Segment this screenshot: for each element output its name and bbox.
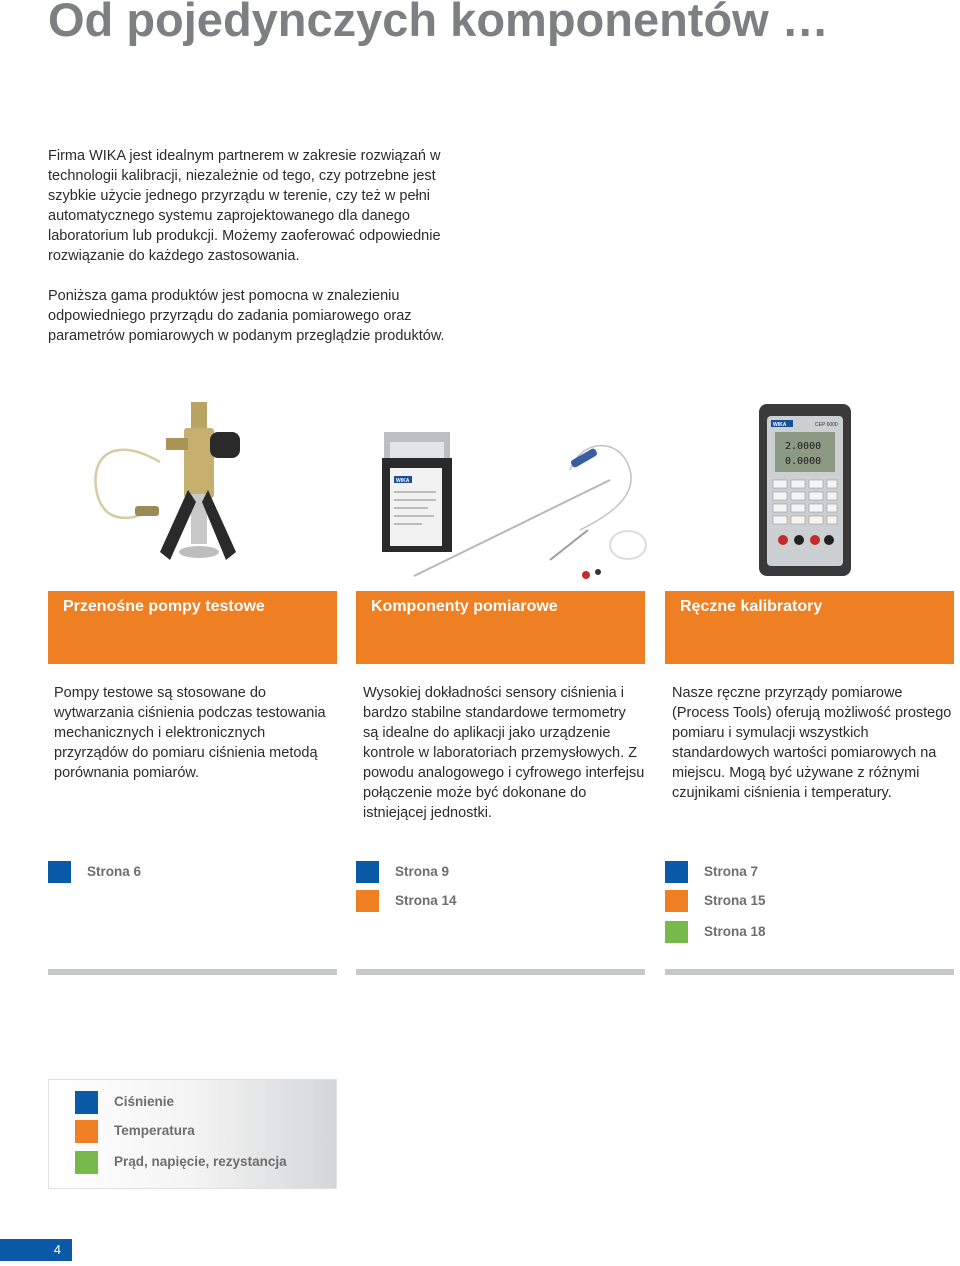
legend-label: Prąd, napięcie, rezystancja xyxy=(114,1154,287,1169)
calibrator-reading-2: 0.0000 xyxy=(785,456,822,467)
column-text-calibrators: Nasze ręczne przyrządy pomiarowe (Process Tools) oferują możliwość prostego pomiaru i symulacji wszystkich standardowych wartości pomiarowych na miejscu. Mogą być używane z różnymi czujnikami ciśnienia i temperatury. xyxy=(672,685,952,801)
page-ref-label: Strona 14 xyxy=(395,893,457,908)
color-legend xyxy=(48,1079,337,1189)
calibrator-brand-label: WIKA xyxy=(773,422,787,428)
module-brand-label: WIKA xyxy=(396,478,410,484)
column-heading-calibrators xyxy=(665,591,954,664)
test-pump-image xyxy=(88,402,288,582)
intro-paragraph-1: Firma WIKA jest idealnym partnerem w zakresie rozwiązań w technologii kalibracji, niezależnie od tego, czy potrzebne jest szybkie użycie jednego przyrządu w terenie, czy też w pełni automatycznego systemu zaprojektowanego dla danego laboratorium lub produkcji. Możemy zaoferować odpowiednie rozwiązanie do każdego zastosowania. xyxy=(48,148,441,264)
column-heading-components xyxy=(356,591,645,664)
intro-paragraph-2: Poniższa gama produktów jest pomocna w znalezieniu odpowiedniego przyrządu do zadania pomiarowego oraz parametrów pomiarowych w podanym przeglądzie produktów. xyxy=(48,288,445,344)
temperature-color-marker xyxy=(356,890,379,912)
column-divider xyxy=(48,969,337,975)
page-ref-label: Strona 7 xyxy=(704,864,759,879)
page-ref-label: Strona 15 xyxy=(704,893,766,908)
column-heading-label: Komponenty pomiarowe xyxy=(371,598,558,615)
legend-label: Ciśnienie xyxy=(114,1094,175,1109)
page-ref-label: Strona 9 xyxy=(395,864,450,879)
electrical-color-marker xyxy=(75,1151,98,1174)
pressure-color-marker xyxy=(48,861,71,883)
pressure-color-marker xyxy=(665,861,688,883)
column-text-test-pumps: Pompy testowe są stosowane do wytwarzania ciśnienia podczas testowania mechanicznych i elektronicznych przyrządów do pomiaru ciśnienia metodą porównania pomiarów. xyxy=(54,685,326,781)
pressure-color-marker xyxy=(356,861,379,883)
column-heading-label: Ręczne kalibratory xyxy=(680,598,823,615)
calibrator-model-label: CEP 6000 xyxy=(815,422,838,428)
column-text-components: Wysokiej dokładności sensory ciśnienia i bardzo stabilne standardowe termometry są idealne do aplikacji jako urządzenie kontrole w laboratoriach przemysłowych. Z powodu analogowego i cyfrowego interfejsu połączenie może być dokonane do istniejącej jednostki. xyxy=(363,685,645,821)
page-ref-label: Strona 18 xyxy=(704,924,766,939)
calibrator-reading-1: 2.0000 xyxy=(785,441,822,452)
column-divider xyxy=(356,969,645,975)
legend-label: Temperatura xyxy=(114,1123,195,1138)
page-number: 4 xyxy=(53,1242,61,1257)
column-divider xyxy=(665,969,954,975)
pressure-color-marker xyxy=(75,1091,98,1114)
thermometer-probe-image xyxy=(410,440,650,585)
page-title: Od pojedynczych komponentów … xyxy=(48,0,829,46)
electrical-color-marker xyxy=(665,921,688,943)
column-heading-label: Przenośne pompy testowe xyxy=(63,598,265,615)
hand-calibrator-image xyxy=(757,402,853,578)
column-heading-test-pumps xyxy=(48,591,337,664)
temperature-color-marker xyxy=(75,1120,98,1143)
temperature-color-marker xyxy=(665,890,688,912)
page-ref-label: Strona 6 xyxy=(87,864,142,879)
page-number-bar xyxy=(0,1239,72,1261)
